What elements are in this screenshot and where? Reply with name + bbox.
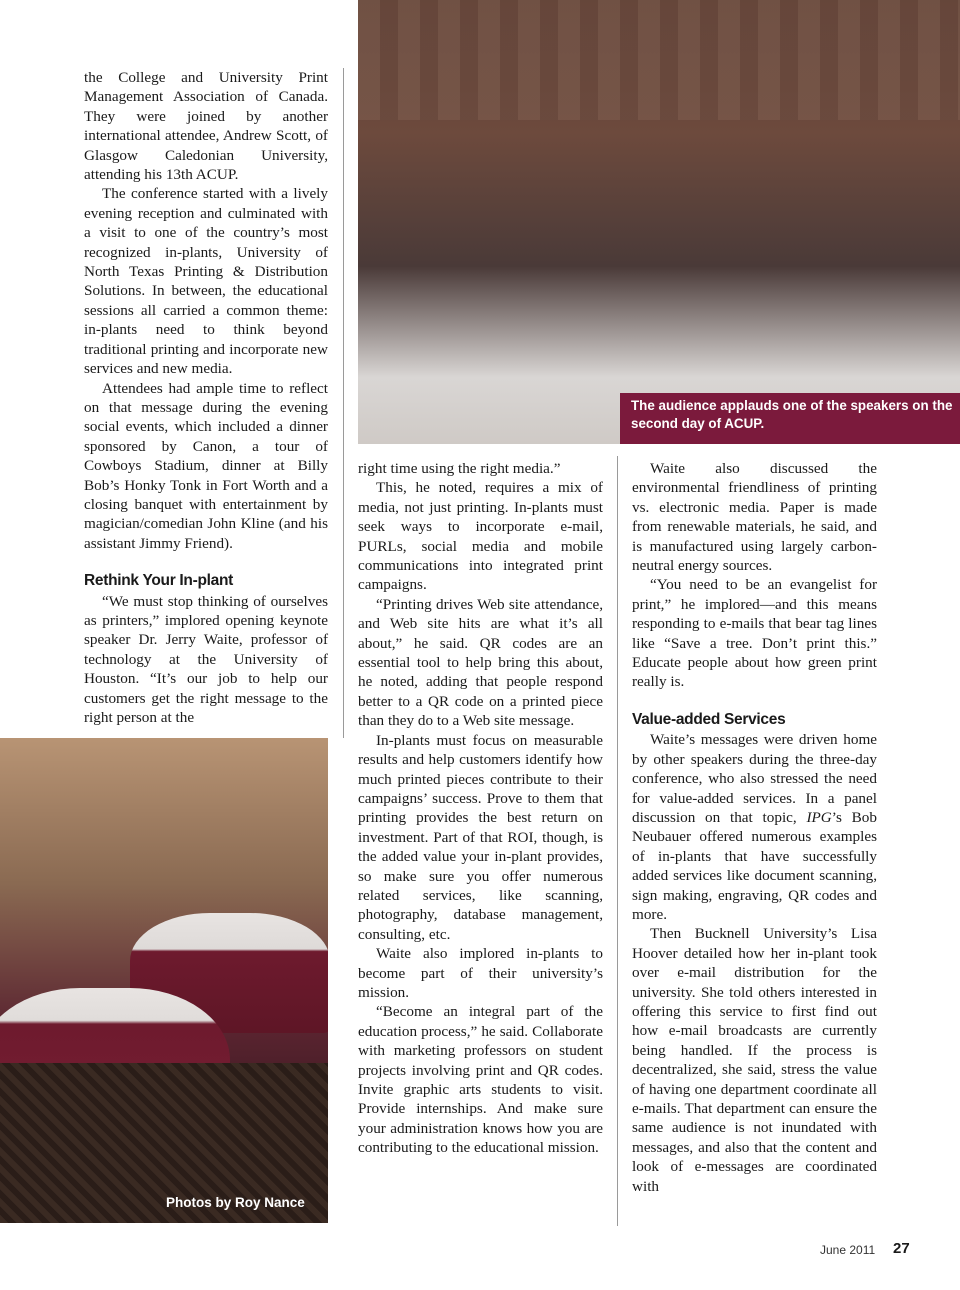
photo-credit: Photos by Roy Nance (166, 1195, 305, 1210)
audience-photo (358, 0, 960, 444)
column-1 (84, 68, 328, 727)
paragraph: “Become an integral part of the education process,” he said. Collaborate with marketing professors on student projects involving print and QR codes. Invite graphic arts students to visit. Provide internships. And make sure your administration knows how you are contributing to the educational mission. (358, 1003, 603, 1157)
column-rule (617, 456, 618, 1226)
column-rule (343, 68, 344, 738)
paragraph: the College and University Print Management Association of Canada. They were joined by another international attendee, Andrew Scott, of Glasgow Caledonian University, attending his 13th ACUP. (84, 69, 328, 184)
paragraph: Then Bucknell University’s Lisa Hoover detailed how her in-plant took over e-mail distribution for the university. She told others interested in offering this service to first find out how e-mail broadcasts are currently being handled. If the process is decentralized, she said, stress the value of having one department coordinate all e-mails. That department can ensure the same audience is not inundated with messages, and also that the content and look of e-messages are coordinated with (632, 925, 877, 1195)
paragraph (632, 730, 877, 924)
paragraph: right time using the right media.” (358, 460, 561, 477)
paragraph: Waite also discussed the environmental friendliness of printing vs. electronic media. Paper is made from renewable materials, he said, and is manufactured using largely carbon-neutral energy sources. (632, 460, 877, 575)
text-run: ’s Bob Neubauer offered numerous examples of in-plants that have successfully added services like document scanning, sign making, engraving, QR codes and more. (632, 808, 877, 923)
paragraph: Attendees had ample time to reflect on that message during the evening social events, which included a dinner sponsored by Canon, a tour of Cowboys Stadium, dinner at Billy Bob’s Honky Tonk in Fort Worth and a closing banquet with entertainment by magician/comedian John Kline (and his assistant Jimmy Friend). (84, 379, 328, 552)
text-run: Waite’s messages were driven home by other speakers during the three-day conference, who also stressed the need for value-added services. In a panel discussion on that topic, (632, 731, 877, 826)
paragraph: Waite also implored in-plants to become part of their university’s mission. (358, 945, 603, 1001)
paragraph: This, he noted, requires a mix of media, not just printing. In-plants must seek ways to incorporate e-mail, PURLs, social media and mobile communications into integrated print campaigns. (358, 479, 603, 594)
photo-caption: The audience applauds one of the speakers on the second day of ACUP. (620, 393, 960, 444)
column-3 (632, 459, 877, 1196)
publication-name: IPG (806, 808, 832, 826)
paragraph: In-plants must focus on measurable results and help customers identify how much printed pieces contribute to their campaigns’ success. Prove to them that printing provides the best return on investment. Part of that ROI, though, is the added value your in-plant provides, so make sure you offer numerous related services, like scanning, photography, database management, consulting, etc. (358, 731, 603, 943)
section-heading: Rethink Your In-plant (84, 572, 233, 590)
paragraph: The conference started with a lively evening reception and culminated with a visit to one of the country’s most recognized in-plants, University of North Texas Printing & Distribution Solutions. In between, the educational sessions all carried a common theme: in-plants need to think beyond traditional printing and incorporate new services and new media. (84, 185, 328, 378)
paragraph: “We must stop thinking of ourselves as printers,” implored opening keynote speaker Dr. Jerry Waite, professor of technology at the University of Houston. “It’s our job to help our customers get the right message to the right person at the (84, 592, 328, 726)
paragraph: “You need to be an evangelist for print,” he implored—and this means responding to e-mails that bear tag lines like “Save a tree. Don’t print this.” Educate people about how green print really is. (632, 576, 877, 691)
banquet-photo (0, 738, 328, 1223)
page-number: 27 (893, 1240, 910, 1257)
paragraph: “Printing drives Web site attendance, and Web site hits are what it’s all about,” he said. QR codes are an essential tool to help bring this about, he noted, adding that people respond better to a QR code on a printed piece than they do to a Web site message. (358, 595, 603, 730)
section-heading: Value-added Services (632, 710, 786, 728)
column-2 (358, 459, 603, 1158)
issue-date: June 2011 (820, 1243, 876, 1257)
